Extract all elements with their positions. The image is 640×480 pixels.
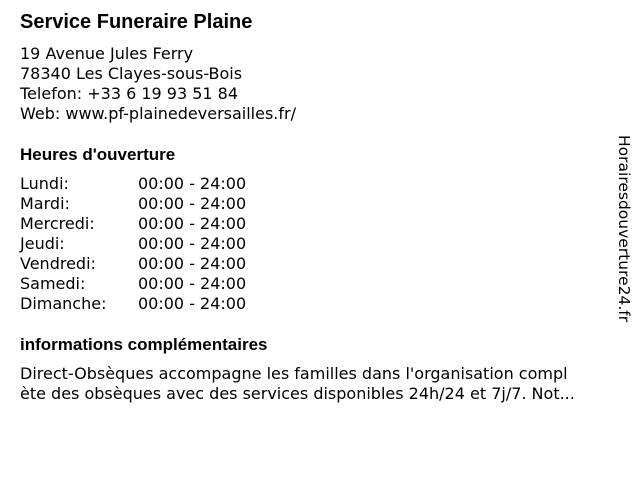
description-line: ète des obsèques avec des services disponibles 24h/24 et 7j/7. Not... [20,384,575,403]
time-range: 00:00 - 24:00 [138,174,247,193]
business-name: Service Funeraire Plaine [20,11,253,33]
description-line: Direct-Obsèques accompagne les familles dans l'organisation compl [20,364,568,383]
hours-row-tuesday [20,194,280,214]
day-label: Mercredi: [20,214,95,233]
additional-info-heading: informations complémentaires [20,335,268,354]
hours-row-monday [20,174,280,194]
day-label: Samedi: [20,274,86,293]
site-watermark: Horairesdouverture24.fr [615,135,633,323]
day-label: Vendredi: [20,254,96,273]
phone-number: Telefon: +33 6 19 93 51 84 [20,84,239,103]
time-range: 00:00 - 24:00 [138,274,247,293]
city-address: 78340 Les Clayes-sous-Bois [20,64,243,83]
street-address: 19 Avenue Jules Ferry [20,44,194,63]
hours-row-thursday [20,234,280,254]
description-text [20,364,632,404]
hours-row-wednesday [20,214,280,234]
time-range: 00:00 - 24:00 [138,194,247,213]
day-label: Lundi: [20,174,69,193]
hours-row-friday [20,254,280,274]
time-range: 00:00 - 24:00 [138,214,247,233]
address-block [20,44,296,124]
day-label: Mardi: [20,194,70,213]
hours-row-sunday [20,294,280,314]
day-label: Jeudi: [20,234,65,253]
day-label: Dimanche: [20,294,107,313]
opening-hours-heading: Heures d'ouverture [20,145,176,164]
time-range: 00:00 - 24:00 [138,254,247,273]
time-range: 00:00 - 24:00 [138,294,247,313]
opening-hours-table [20,174,280,314]
website: Web: www.pf-plainedeversailles.fr/ [20,104,296,123]
time-range: 00:00 - 24:00 [138,234,247,253]
hours-row-saturday [20,274,280,294]
